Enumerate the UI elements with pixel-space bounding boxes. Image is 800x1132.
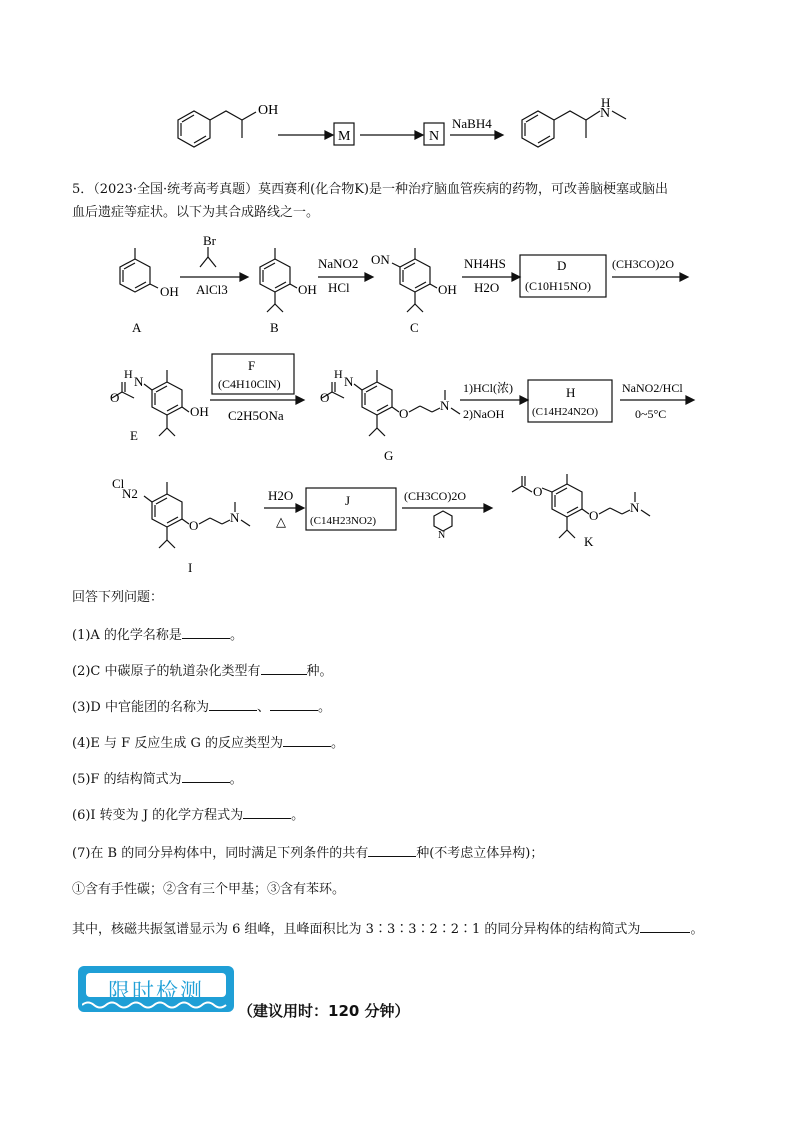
q6-text: (6)I 转变为 J 的化学方程式为 bbox=[72, 808, 244, 823]
question-item-6 bbox=[72, 804, 304, 826]
scheme-row-1 bbox=[100, 232, 700, 342]
i-cl: Cl bbox=[112, 476, 125, 491]
naoet: C2H5ONa bbox=[228, 408, 284, 423]
question-item-5 bbox=[72, 768, 243, 790]
k-ether-o: O bbox=[589, 508, 599, 523]
answer-blank[interactable] bbox=[270, 696, 318, 711]
q1-text: (1)A 的化学名称是 bbox=[72, 628, 182, 643]
answer-blank[interactable] bbox=[243, 804, 291, 819]
q7-text: (7)在 B 的同分异构体中，同时满足下列条件的共有 bbox=[72, 846, 369, 861]
question-item-7 bbox=[72, 842, 543, 864]
time-note: （建议用时：120 分钟） bbox=[238, 1002, 410, 1020]
k-ac2o: (CH3CO)2O bbox=[404, 489, 466, 503]
q2-end: 种。 bbox=[306, 664, 333, 679]
label-c: C bbox=[410, 320, 419, 335]
top-oh-label: OH bbox=[258, 103, 279, 118]
box-n-label: N bbox=[429, 129, 440, 144]
q4-text: (4)E 与 F 反应生成 G 的反应类型为 bbox=[72, 736, 283, 751]
j-name: J bbox=[345, 493, 351, 508]
f-formula: (C4H10ClN) bbox=[218, 377, 281, 391]
conditions: ①含有手性碳；②含有三个甲基；③含有苯环。 bbox=[72, 882, 346, 897]
answer-blank[interactable] bbox=[182, 624, 230, 639]
scheme-row-3 bbox=[100, 470, 700, 580]
g-nh-h: H bbox=[334, 367, 343, 381]
answer-blank[interactable] bbox=[368, 842, 416, 857]
question-item-3 bbox=[72, 696, 331, 718]
question-intro-2: 血后遗症等症状。以下为其合成路线之一。 bbox=[72, 205, 320, 220]
d-name: D bbox=[557, 258, 567, 273]
i-ether-o: O bbox=[189, 518, 199, 533]
e-nh-h: H bbox=[124, 367, 133, 381]
g-step1: 1)HCl(浓) bbox=[463, 381, 513, 395]
g-n: N bbox=[344, 374, 354, 389]
e-oh: OH bbox=[190, 404, 209, 419]
k-ester-o: O bbox=[533, 484, 543, 499]
q5-text: (5)F 的结构简式为 bbox=[72, 772, 182, 787]
a-oh: OH bbox=[160, 284, 179, 299]
top-n-atom: N bbox=[600, 106, 611, 121]
banner-label: 限时检测 bbox=[107, 980, 204, 1005]
label-k: K bbox=[584, 534, 594, 549]
j-formula: (C14H23NO2) bbox=[310, 515, 376, 527]
answers-heading: 回答下列问题： bbox=[72, 590, 164, 605]
answer-blank[interactable] bbox=[283, 732, 331, 747]
j-heat: △ bbox=[276, 514, 286, 529]
d-formula: (C10H15NO) bbox=[525, 279, 591, 293]
banner-box bbox=[86, 973, 226, 1005]
question-intro: 5．（2023·全国·统考高考真题）莫西赛利(化合物K)是一种治疗脑血管疾病的药物，可改善脑梗塞或脑出 bbox=[72, 182, 668, 197]
question-item-2 bbox=[72, 660, 333, 682]
c-on: ON bbox=[371, 252, 390, 267]
g-o: O bbox=[320, 390, 330, 405]
pyridine-n: N bbox=[438, 530, 446, 541]
scheme-row-2 bbox=[100, 348, 700, 466]
r2-hcl: HCl bbox=[328, 280, 350, 295]
q3-sep: 、 bbox=[256, 700, 270, 715]
h-name: H bbox=[566, 385, 576, 400]
g-step2: 2)NaOH bbox=[463, 407, 505, 421]
last-line-end: 。 bbox=[690, 922, 704, 937]
g-amine-n: N bbox=[440, 398, 450, 413]
r3-h2o: H2O bbox=[474, 280, 500, 295]
q1-end: 。 bbox=[229, 628, 243, 643]
r4-ac2o: (CH3CO)2O bbox=[612, 257, 674, 271]
f-name: F bbox=[248, 358, 256, 373]
question-item-1 bbox=[72, 624, 243, 646]
answer-blank[interactable] bbox=[182, 768, 230, 783]
answer-blank[interactable] bbox=[640, 918, 690, 933]
q4-end: 。 bbox=[330, 736, 344, 751]
i-amine-n: N bbox=[230, 510, 240, 525]
answer-blank[interactable] bbox=[209, 696, 257, 711]
top-nh-h: H bbox=[601, 98, 611, 110]
g-ether-o: O bbox=[399, 406, 409, 421]
j-h2o: H2O bbox=[268, 488, 294, 503]
last-question-line bbox=[72, 918, 703, 940]
k-amine-n: N bbox=[630, 500, 640, 515]
b-oh: OH bbox=[298, 282, 317, 297]
section-banner bbox=[78, 966, 234, 1012]
label-e: E bbox=[130, 428, 138, 443]
q3-text: (3)D 中官能团的名称为 bbox=[72, 700, 209, 715]
q6-end: 。 bbox=[291, 808, 305, 823]
r1-br: Br bbox=[203, 233, 216, 248]
r-diazo-bottom: 0~5°C bbox=[635, 407, 667, 421]
e-o: O bbox=[110, 390, 120, 405]
answer-blank[interactable] bbox=[261, 660, 307, 675]
top-scheme bbox=[150, 98, 670, 168]
r3-nh4hs: NH4HS bbox=[464, 256, 506, 271]
q7-end: 种(不考虑立体异构)； bbox=[416, 846, 544, 861]
e-n: N bbox=[134, 374, 144, 389]
q3-end: 。 bbox=[318, 700, 332, 715]
box-m-label: M bbox=[338, 129, 351, 144]
last-line-text: 其中，核磁共振氢谱显示为 6 组峰，且峰面积比为 3∶3∶3∶2∶2∶1 的同分异构体的结构简式为 bbox=[72, 922, 641, 937]
r1-alcl3: AlCl3 bbox=[196, 282, 228, 297]
i-n2: N2 bbox=[122, 486, 138, 501]
r2-nano2: NaNO2 bbox=[318, 256, 359, 271]
label-i: I bbox=[188, 560, 193, 575]
c-oh: OH bbox=[438, 282, 457, 297]
label-b: B bbox=[270, 320, 279, 335]
question-item-4 bbox=[72, 732, 344, 754]
label-g: G bbox=[384, 448, 394, 463]
q5-end: 。 bbox=[229, 772, 243, 787]
h-formula: (C14H24N2O) bbox=[532, 406, 598, 418]
label-a: A bbox=[132, 320, 142, 335]
wave-icon bbox=[82, 1000, 230, 1010]
r-diazo-top: NaNO2/HCl bbox=[622, 381, 683, 395]
nabh4-label: NaBH4 bbox=[452, 116, 492, 131]
q2-text: (2)C 中碳原子的轨道杂化类型有 bbox=[72, 664, 261, 679]
